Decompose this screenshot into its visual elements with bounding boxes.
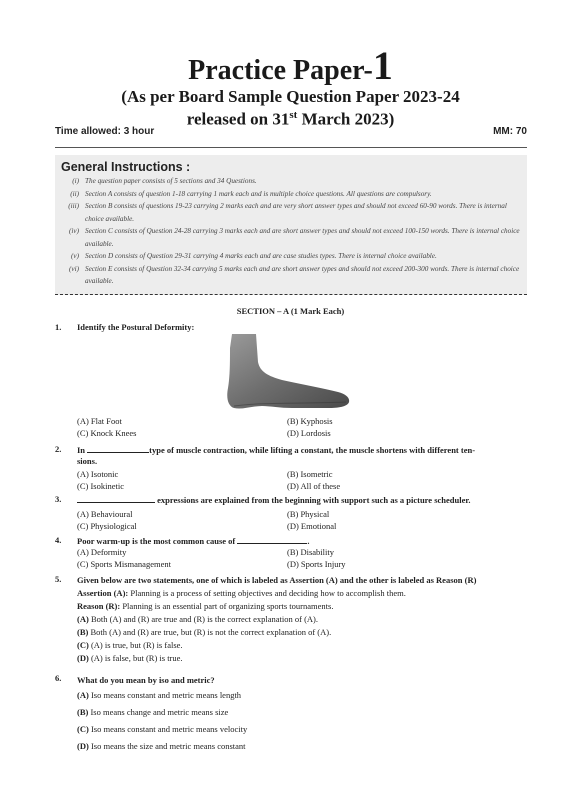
question-text-line2: sions. xyxy=(77,456,98,466)
option-a[interactable]: (A) Isotonic xyxy=(77,469,119,479)
reason-label: Reason (R): xyxy=(77,601,121,611)
max-marks: MM: 70 xyxy=(493,126,527,137)
option-text: (A) is false, but (R) is true. xyxy=(88,653,183,663)
assertion-text: Planning is a process of setting objectives and deciding how to accomplish them. xyxy=(128,588,406,598)
instruction-text: Section D consists of Question 29-31 carrying 4 marks each and are case studies types. There is internal choice available. xyxy=(85,252,437,260)
paper-title xyxy=(0,43,581,88)
question-number: 6. xyxy=(55,673,62,683)
option-text: Iso means the size and metric means constant xyxy=(88,741,246,751)
answer-blank[interactable] xyxy=(77,494,155,503)
instruction-num: (vi) xyxy=(69,264,79,273)
option-label: (A) xyxy=(77,690,89,700)
header-divider xyxy=(55,147,527,148)
option-text: Iso means constant and metric means velocity xyxy=(88,724,248,734)
option-d[interactable]: (D) Emotional xyxy=(287,521,337,531)
instruction-list xyxy=(55,175,527,288)
instruction-text: Section B consists of questions 19-23 carrying 2 marks each and are very short answer types and should not exceed 60-90 words. There is internal choice available. xyxy=(85,202,507,223)
question-number: 3. xyxy=(55,494,62,504)
instruction-text: Section C consists of Question 24-28 carrying 3 marks each and are short answer types and should not exceed 100-150 words. There is internal choice available. xyxy=(85,227,520,248)
question-text-post: . xyxy=(307,536,310,546)
option-a[interactable]: (A) Deformity xyxy=(77,547,127,557)
option-text: Iso means change and metric means size xyxy=(88,707,229,717)
question-6 xyxy=(55,673,527,755)
question-5 xyxy=(55,574,527,665)
option-text: Both (A) and (R) are true and (R) is the correct explanation of (A). xyxy=(88,614,318,624)
option-label: (D) xyxy=(77,741,89,751)
option-a[interactable]: (A) Behavioural xyxy=(77,509,133,519)
options-grid xyxy=(77,547,527,573)
instruction-item xyxy=(55,188,527,201)
paper-header xyxy=(0,43,581,129)
question-text-pre: Poor warm-up is the most common cause of xyxy=(77,536,236,546)
question-text-post: expressions are explained from the beginning with support such as a picture scheduler. xyxy=(155,495,471,505)
question-text-pre: In xyxy=(77,445,86,455)
option-label: (A) xyxy=(77,614,89,624)
question-text: Given below are two statements, one of which is labeled as Assertion (A) and the other is labeled as Reason (R) xyxy=(77,575,477,585)
paper-number: 1 xyxy=(372,43,393,88)
question-text-post: type of muscle contraction, while lifting a constant, the muscle shortens with different ten- xyxy=(149,445,476,455)
instruction-num: (v) xyxy=(71,252,79,260)
instruction-num: (iii) xyxy=(68,202,79,210)
question-number: 1. xyxy=(55,322,62,332)
question-2 xyxy=(55,444,527,495)
instruction-item xyxy=(55,225,527,250)
option-label: (D) xyxy=(77,653,89,663)
option-c[interactable]: (C) Sports Mismanagement xyxy=(77,559,171,569)
instruction-item xyxy=(55,200,527,225)
meta-row xyxy=(55,126,527,137)
options-grid xyxy=(77,509,527,535)
instruction-item xyxy=(55,250,527,263)
question-number: 4. xyxy=(55,535,62,545)
subtitle-date-sup: st xyxy=(289,109,298,121)
question-text xyxy=(77,444,527,456)
option-text: Iso means constant and metric means length xyxy=(88,690,242,700)
paper-subtitle-line1: (As per Board Sample Question Paper 2023-24 xyxy=(121,87,460,106)
option-b[interactable]: (B) Physical xyxy=(287,509,330,519)
options-grid xyxy=(77,416,527,442)
option-d[interactable]: (D) All of these xyxy=(287,481,341,491)
question-text: What do you mean by iso and metric? xyxy=(77,675,215,685)
instruction-num: (iv) xyxy=(69,227,79,235)
general-instructions-box xyxy=(55,155,527,295)
question-text xyxy=(77,494,527,506)
paper-title-text: Practice Paper- xyxy=(188,55,373,86)
option-c[interactable]: (C) Knock Knees xyxy=(77,428,137,438)
option-label: (C) xyxy=(77,724,89,734)
question-3 xyxy=(55,494,527,535)
reason-text: Planning is an essential part of organizing sports tournaments. xyxy=(120,601,334,611)
general-instructions-title: General Instructions : xyxy=(61,160,191,174)
option-text: (A) is true, but (R) is false. xyxy=(88,640,183,650)
instruction-item xyxy=(55,175,527,188)
option-b[interactable]: (B) Kyphosis xyxy=(287,416,333,426)
question-number: 2. xyxy=(55,444,62,454)
option-b[interactable]: (B) Disability xyxy=(287,547,334,557)
question-1-options xyxy=(55,416,527,442)
reason-line xyxy=(77,600,527,613)
option-a[interactable] xyxy=(77,613,527,626)
option-c[interactable] xyxy=(77,639,527,652)
option-label: (B) xyxy=(77,627,89,637)
time-allowed: Time allowed: 3 hour xyxy=(55,126,155,137)
subtitle-date-pre: released on 31 xyxy=(186,109,290,129)
option-c[interactable] xyxy=(77,721,527,738)
question-text xyxy=(77,535,527,547)
instruction-text: Section E consists of Question 32-34 carrying 5 marks each and are short answer types and should not exceed 200-300 words. There is internal choice available. xyxy=(85,264,520,285)
option-d[interactable]: (D) Lordosis xyxy=(287,428,331,438)
options-grid xyxy=(77,469,527,495)
instruction-num: (ii) xyxy=(70,189,79,198)
option-a[interactable]: (A) Flat Foot xyxy=(77,416,122,426)
option-b[interactable] xyxy=(77,704,527,721)
option-label: (C) xyxy=(77,640,89,650)
question-text: Identify the Postural Deformity: xyxy=(77,322,195,332)
question-number: 5. xyxy=(55,574,62,584)
section-a-heading: SECTION – A (1 Mark Each) xyxy=(236,306,345,316)
option-label: (B) xyxy=(77,707,89,717)
instruction-item xyxy=(55,263,527,288)
option-c[interactable]: (C) Physiological xyxy=(77,521,137,531)
assertion-label: Assertion (A): xyxy=(77,588,129,598)
question-4 xyxy=(55,535,527,573)
option-d[interactable] xyxy=(77,738,527,755)
instruction-text: The question paper consists of 5 sections and 34 Questions. xyxy=(85,177,257,185)
option-b[interactable] xyxy=(77,626,527,639)
option-d[interactable] xyxy=(77,652,527,665)
option-c[interactable]: (C) Isokinetic xyxy=(77,481,124,491)
foot-image xyxy=(222,332,352,412)
option-text: Both (A) and (R) are true, but (R) is not the correct explanation of (A). xyxy=(88,627,332,637)
assertion-line xyxy=(77,587,527,600)
option-a[interactable] xyxy=(77,687,527,704)
instruction-text: Section A consists of question 1-18 carrying 1 mark each and is multiple choice questions. All questions are compulsory. xyxy=(85,189,432,198)
subtitle-date-post: March 2023) xyxy=(297,109,395,129)
answer-blank[interactable] xyxy=(87,444,149,453)
option-b[interactable]: (B) Isometric xyxy=(287,469,333,479)
instruction-num: (i) xyxy=(72,177,79,185)
answer-blank[interactable] xyxy=(237,535,310,546)
option-d[interactable]: (D) Sports Injury xyxy=(287,559,346,569)
